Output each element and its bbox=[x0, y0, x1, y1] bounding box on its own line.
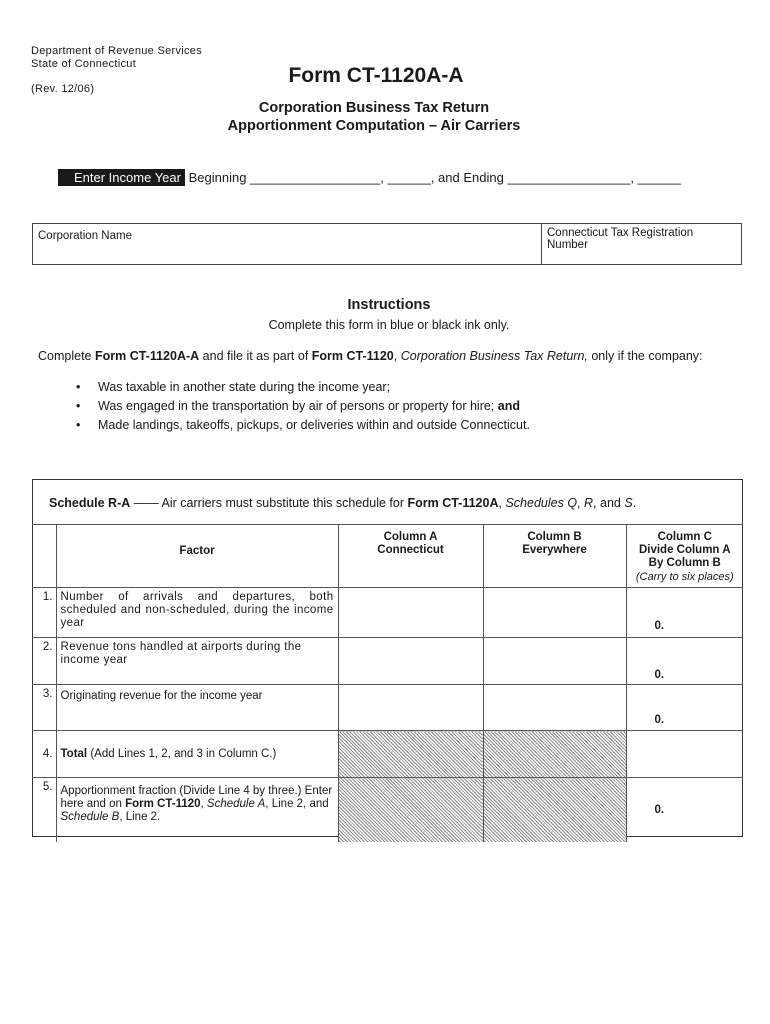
form-title-reference: Corporation Business Tax Return, bbox=[400, 349, 588, 363]
column-a-subtitle: Connecticut bbox=[377, 544, 444, 556]
text: Was taxable in another state during the income year; bbox=[98, 380, 391, 394]
form-reference: Form CT-1120A bbox=[407, 496, 499, 510]
column-b-subtitle: Everywhere bbox=[522, 544, 587, 556]
header-num-cell bbox=[32, 525, 56, 588]
state-name: State of Connecticut bbox=[31, 58, 137, 70]
line-2-column-c-value[interactable]: 0. bbox=[626, 638, 743, 685]
text: , bbox=[577, 496, 581, 510]
text: S bbox=[624, 496, 633, 510]
department-name: Department of Revenue Services bbox=[31, 45, 203, 57]
row-number: 1. bbox=[32, 588, 56, 638]
column-c-subtitle: Divide Column A bbox=[638, 544, 731, 556]
text: only if the company: bbox=[591, 349, 703, 363]
beginning-year-field[interactable]: ______ bbox=[387, 170, 431, 185]
schedule-title bbox=[49, 496, 636, 510]
column-c-subtitle: By Column B bbox=[648, 557, 721, 569]
line-3-column-b-input[interactable] bbox=[483, 685, 626, 731]
row-number: 3. bbox=[32, 685, 56, 731]
line-1-column-a-input[interactable] bbox=[338, 588, 483, 638]
shaded-cell bbox=[338, 778, 483, 842]
ink-note: Complete this form in blue or black ink only. bbox=[268, 318, 510, 332]
column-c-title: Column C bbox=[657, 531, 712, 543]
shaded-cell bbox=[338, 731, 483, 778]
factor-header: Factor bbox=[56, 525, 338, 588]
text: and bbox=[600, 496, 621, 510]
column-b-title: Column B bbox=[527, 531, 582, 543]
column-a-header bbox=[338, 525, 483, 588]
form-subtitle-1: Corporation Business Tax Return bbox=[258, 100, 490, 116]
column-b-header bbox=[483, 525, 626, 588]
instructions-heading: Instructions bbox=[347, 297, 431, 313]
ending-date-field[interactable]: _________________ bbox=[507, 170, 631, 185]
ending-year-field[interactable]: ______ bbox=[637, 170, 682, 185]
corporation-name-field[interactable] bbox=[33, 224, 541, 264]
separator: , bbox=[630, 170, 635, 185]
total-label: Total bbox=[60, 747, 88, 760]
text: , Line 2, and bbox=[265, 798, 329, 810]
list-item bbox=[76, 378, 530, 397]
text: and bbox=[497, 399, 520, 413]
text: Air carriers must substitute this schedule for bbox=[161, 496, 404, 510]
text: Made landings, takeoffs, pickups, or deliveries within and outside Connecticut. bbox=[98, 418, 530, 432]
text: , bbox=[393, 349, 398, 363]
income-year-row bbox=[58, 170, 681, 185]
table-row bbox=[32, 731, 743, 778]
tax-registration-label: Connecticut Tax Registration Number bbox=[547, 227, 694, 251]
schedule-name: Schedule R-A bbox=[49, 496, 131, 510]
corporation-info-box bbox=[32, 223, 742, 265]
text: Apportionment fraction (Divide Line 4 by three.) Enter here and on bbox=[60, 785, 333, 810]
row-number: 5. bbox=[32, 778, 56, 842]
separator: , bbox=[380, 170, 384, 185]
row-description bbox=[56, 731, 338, 778]
beginning-date-field[interactable]: __________________ bbox=[250, 170, 381, 185]
line-5-column-c-value[interactable]: 0. bbox=[626, 778, 743, 842]
text: R bbox=[584, 496, 594, 510]
row-number: 4. bbox=[32, 731, 56, 778]
instructions-paragraph bbox=[38, 349, 703, 363]
text: , bbox=[593, 496, 597, 510]
line-2-column-a-input[interactable] bbox=[338, 638, 483, 685]
text: (Add Lines 1, 2, and 3 in Column C.) bbox=[90, 747, 277, 760]
text: , Line 2. bbox=[119, 811, 161, 823]
form-reference: Form CT-1120 bbox=[311, 349, 394, 363]
line-3-column-c-value[interactable]: 0. bbox=[626, 685, 743, 731]
form-reference: Form CT-1120A-A bbox=[94, 349, 200, 363]
tax-registration-field[interactable] bbox=[541, 224, 741, 264]
text: Was engaged in the transportation by air of persons or property for hire; bbox=[98, 399, 495, 413]
text: Complete bbox=[38, 349, 92, 363]
list-item bbox=[76, 416, 530, 435]
row-number: 2. bbox=[32, 638, 56, 685]
row-description bbox=[56, 778, 338, 842]
corporation-name-label: Corporation Name bbox=[38, 230, 132, 242]
text: Schedule B bbox=[60, 811, 120, 823]
line-2-column-b-input[interactable] bbox=[483, 638, 626, 685]
form-subtitle-2: Apportionment Computation – Air Carriers bbox=[227, 118, 521, 134]
table-row bbox=[32, 588, 743, 638]
beginning-label: Beginning bbox=[188, 170, 247, 185]
text: Schedule A bbox=[206, 798, 266, 810]
text: Schedules Q bbox=[505, 496, 578, 510]
text: . bbox=[632, 496, 637, 510]
form-reference: Form CT-1120 bbox=[125, 798, 201, 810]
table-row bbox=[32, 778, 743, 842]
column-c-note: (Carry to six places) bbox=[635, 571, 734, 583]
form-title: Form CT-1120A-A bbox=[288, 64, 464, 87]
line-3-column-a-input[interactable] bbox=[338, 685, 483, 731]
row-description: Revenue tons handled at airports during the income year bbox=[56, 638, 338, 685]
ending-label: , and Ending bbox=[430, 170, 504, 185]
list-item bbox=[76, 397, 530, 416]
shaded-cell bbox=[483, 731, 626, 778]
line-1-column-c-value[interactable]: 0. bbox=[626, 588, 743, 638]
column-c-header bbox=[626, 525, 743, 588]
row-description: Number of arrivals and departures, both scheduled and non-scheduled, during the income year bbox=[56, 588, 338, 638]
income-year-label: Enter Income Year bbox=[58, 169, 185, 186]
conditions-list bbox=[76, 378, 530, 435]
shaded-cell bbox=[483, 778, 626, 842]
line-1-column-b-input[interactable] bbox=[483, 588, 626, 638]
row-description: Originating revenue for the income year bbox=[56, 685, 338, 731]
table-row bbox=[32, 685, 743, 731]
text: —— bbox=[133, 496, 159, 510]
table-header-row bbox=[32, 525, 743, 588]
revision-date: (Rev. 12/06) bbox=[31, 83, 95, 95]
text: and file it as part of bbox=[202, 349, 309, 363]
column-a-title: Column A bbox=[383, 531, 438, 543]
line-4-column-c-input[interactable] bbox=[626, 731, 743, 778]
schedule-ra-table bbox=[32, 524, 743, 842]
text: , bbox=[200, 798, 204, 810]
text: , bbox=[498, 496, 502, 510]
table-row bbox=[32, 638, 743, 685]
